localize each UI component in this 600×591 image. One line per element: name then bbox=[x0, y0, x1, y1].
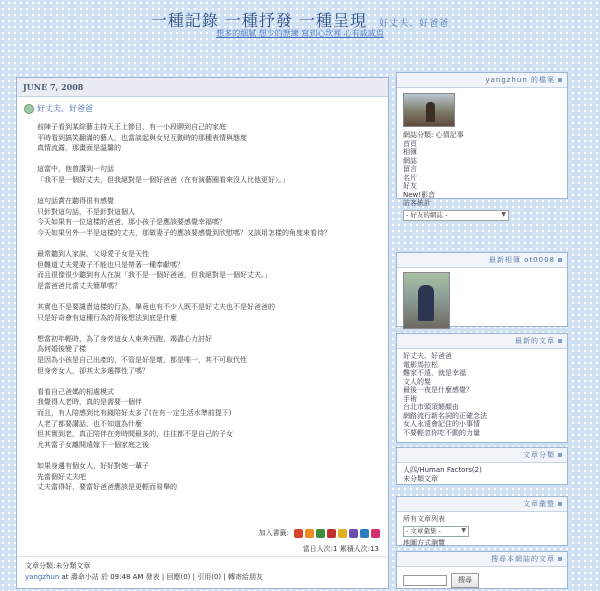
bookmark-icon-5[interactable] bbox=[338, 529, 347, 538]
post-line: 前陣子看到某綜藝主持天王上節目，有一小段聊到自己的家庭 bbox=[37, 123, 226, 131]
category-link[interactable]: 未分類文章 bbox=[403, 474, 438, 483]
bookmark-icon-6[interactable] bbox=[349, 529, 358, 538]
post-paragraph bbox=[37, 461, 378, 493]
profile-link-blog[interactable]: 網誌 bbox=[403, 156, 417, 165]
archive-select[interactable]: - 文章彙集 - ▼ bbox=[403, 526, 469, 537]
post-line: 是因為小孩是自己出產的，不管是好是壞，都是唯一，其不可取代性 bbox=[37, 356, 247, 365]
post-paragraph bbox=[37, 334, 378, 376]
recent-post-link[interactable]: 文人的髮 bbox=[403, 377, 431, 386]
profile-link-stats[interactable]: 訪客統計 bbox=[403, 199, 431, 207]
blog-header bbox=[0, 0, 600, 50]
post-title[interactable] bbox=[24, 103, 381, 114]
post-line: 而且很像很少聽到有人在說「我不是一個好爸爸，但我絕對是一個好丈夫。」 bbox=[37, 271, 272, 280]
header-marker-icon bbox=[558, 78, 562, 82]
post-paragraph bbox=[37, 122, 378, 154]
post-line: 為何婚後變了樣 bbox=[37, 345, 86, 354]
recent-post-link[interactable]: 最後一夜是什麼感覺？ bbox=[403, 386, 473, 394]
recent-post-link[interactable]: 難家不遠，就是幸福 bbox=[403, 369, 466, 377]
post-date: JUNE 7, 2008 bbox=[17, 78, 388, 97]
post-line: 今天如果另外一半是這樣的丈夫，那做妻子的應該要感覺到欣慰嗎？又該用怎樣的角度來看待？ bbox=[37, 228, 331, 237]
blog-title-text[interactable]: 一種記錄 一種抒發 一種呈現 bbox=[150, 11, 368, 30]
post-line: 尤其當子女離開遠嫁下一個家庭之後 bbox=[37, 440, 149, 449]
post-line: 「我不是一個好丈夫，但我絕對是一個好爸爸（在有演藝圈看來沒人比他更好）。」 bbox=[37, 175, 289, 184]
post-line: 真情流露，那畫面是溫馨的 bbox=[37, 144, 121, 153]
bookmark-icon-4[interactable] bbox=[327, 529, 336, 538]
post-meta-text[interactable]: at 壽命小站 於 09:48 AM 發表 | 回應(0) | 引用(0) | 轉寄給朋友 bbox=[59, 573, 263, 581]
post-line: 而且，有人陪感到比有錢陪好太多了(在有一定生活水準前提下) bbox=[37, 409, 232, 418]
header-marker-icon bbox=[558, 339, 562, 343]
recent-posts-header: 最新的文章 bbox=[397, 334, 567, 349]
bookmark-icon-8[interactable] bbox=[371, 529, 380, 538]
post-bullet-icon bbox=[24, 104, 34, 114]
search-input[interactable] bbox=[403, 575, 447, 586]
profile-photo[interactable] bbox=[403, 93, 455, 127]
post-title-text[interactable]: 好丈夫、好爸爸 bbox=[37, 104, 93, 113]
share-bar bbox=[259, 528, 380, 538]
bookmark-icon-1[interactable] bbox=[294, 529, 303, 538]
author-link[interactable]: yangzhun bbox=[25, 573, 60, 581]
header-marker-icon bbox=[558, 557, 562, 561]
post-line: 但難道丈夫愛妻子不能也只是帶著一種奉獻嗎？ bbox=[37, 260, 184, 269]
recent-post-link[interactable]: 台北市頭須額顏由 bbox=[403, 403, 459, 411]
post-line: 今天如果有一位這樣的爸爸，那小孩子是應該要感覺幸福嗎？ bbox=[37, 218, 226, 227]
recent-post-link[interactable]: 網路流行新名詞的正確念法 bbox=[403, 411, 487, 420]
post-line: 其實也不是要譴責這樣的行為，畢竟也有不少人既不是好丈夫也不是好爸爸的 bbox=[37, 303, 275, 312]
bookmark-icon-2[interactable] bbox=[305, 529, 314, 538]
recent-post-link[interactable]: 不要輕忽你吃不動的力量 bbox=[403, 428, 480, 437]
post-line: 丈夫當得好，要當好爸爸應該是更輕而易舉的 bbox=[37, 483, 177, 492]
post-line: 先當個好丈夫吧 bbox=[37, 472, 86, 481]
post-line: 最常聽到人家說，父母愛子女是天性 bbox=[37, 250, 149, 259]
profile-panel bbox=[396, 72, 568, 219]
categories-header: 文章分類 bbox=[397, 448, 567, 463]
recent-post-link[interactable]: 女人永遠會記住的小事情 bbox=[403, 420, 480, 428]
bookmark-icon-3[interactable] bbox=[316, 529, 325, 538]
category-link[interactable]: 人四/Human Factors(2) bbox=[403, 466, 482, 474]
header-marker-icon bbox=[558, 258, 562, 262]
post-line: 這句話賞在聽得很有感覺 bbox=[37, 197, 114, 206]
post-footer bbox=[17, 556, 388, 587]
share-label: 加入書籤: bbox=[258, 529, 289, 537]
post-line: 平時看到搞笑翻滿的藝人，也當談起與女兒互動時的那種表情與態度 bbox=[37, 133, 247, 142]
post-paragraph bbox=[37, 164, 378, 185]
album-panel bbox=[396, 252, 568, 327]
recent-post-link[interactable]: 電影馬拉松 bbox=[403, 360, 438, 369]
recent-posts-panel bbox=[396, 333, 568, 443]
album-header: 最新相簿 ot0008 bbox=[397, 253, 567, 268]
categories-panel bbox=[396, 447, 568, 485]
post-line: 但身旁女人，卻其太多選擇性了嗎？ bbox=[37, 366, 149, 375]
archive-select-label: 所有文章列表 bbox=[403, 515, 445, 523]
main-post-panel bbox=[16, 77, 389, 589]
post-paragraph bbox=[37, 387, 378, 451]
post-line: 人老了都要講話，也不知道為什麼 bbox=[37, 419, 142, 428]
post-line: 我覺得人老時，真的是需要一個伴 bbox=[37, 398, 142, 407]
profile-header: yangzhun 的檔案 bbox=[397, 73, 567, 88]
visit-counts: 當日人次:1 累積人次:13 bbox=[302, 545, 379, 553]
post-category: 文章分類:未分類文章 bbox=[25, 562, 91, 570]
post-line: 看看自己爸媽的相處模式 bbox=[37, 387, 114, 396]
post-line: 想當初年輕時，為了身旁這女人東奔西跑，竭盡心力討好 bbox=[37, 334, 212, 343]
archive-panel bbox=[396, 496, 568, 546]
post-paragraph bbox=[37, 302, 378, 323]
recent-post-link[interactable]: 好丈夫、好爸爸 bbox=[403, 352, 452, 360]
post-line: 只是好奇會有這種行為的背後想法到底是什麼 bbox=[37, 313, 177, 322]
profile-link-friends[interactable]: 好友 bbox=[403, 182, 417, 190]
post-line: 是當爸爸比當丈夫簡單嗎？ bbox=[37, 281, 121, 290]
chevron-down-icon: ▼ bbox=[461, 526, 466, 534]
search-header: 搜尋本網誌的文章 bbox=[397, 552, 567, 567]
chevron-down-icon: ▼ bbox=[501, 210, 506, 218]
blog-tagline: 想多的細膩 想少的歷練 寫到心坎裡 心有戚戚焉 bbox=[216, 29, 384, 38]
post-paragraph bbox=[37, 249, 378, 291]
archive-map-link[interactable]: 地圖方式瀏覽 bbox=[403, 538, 445, 547]
search-button[interactable]: 搜尋 bbox=[451, 573, 479, 588]
header-marker-icon bbox=[558, 453, 562, 457]
post-paragraph bbox=[37, 196, 378, 238]
post-line: 如果身邊有個女人，好好對她一輩子 bbox=[37, 462, 149, 470]
post-body bbox=[37, 122, 378, 493]
profile-link-album[interactable]: 相簿 bbox=[403, 148, 417, 156]
blog-title-sub[interactable]: 好丈夫、好爸爸 bbox=[379, 19, 450, 29]
profile-link-card[interactable]: 名片 bbox=[403, 173, 417, 182]
post-line: 但其實到老，真正陪伴在旁時間最多的，往往都不是自己的子女 bbox=[37, 430, 233, 439]
profile-category: 網誌分類: 心情記事 bbox=[403, 131, 464, 139]
profile-link-guestbook[interactable]: 留言 bbox=[403, 165, 417, 173]
post-line: 這當中，他曾講到一句話 bbox=[37, 165, 114, 174]
bookmark-icon-7[interactable] bbox=[360, 529, 369, 538]
recent-post-link[interactable]: 手術 bbox=[403, 394, 417, 403]
friends-blog-select[interactable]: - 好友的網誌 - ▼ bbox=[403, 210, 509, 221]
archive-header: 文章彙整 bbox=[397, 497, 567, 512]
profile-link-home[interactable]: 首頁 bbox=[403, 139, 417, 148]
post-meta bbox=[25, 572, 380, 583]
profile-link-video[interactable]: New!影音 bbox=[403, 190, 436, 199]
search-panel bbox=[396, 551, 568, 589]
post-line: 只針對這句話，不是針對這個人 bbox=[37, 207, 135, 216]
album-photo[interactable] bbox=[403, 272, 450, 329]
header-marker-icon bbox=[558, 502, 562, 506]
